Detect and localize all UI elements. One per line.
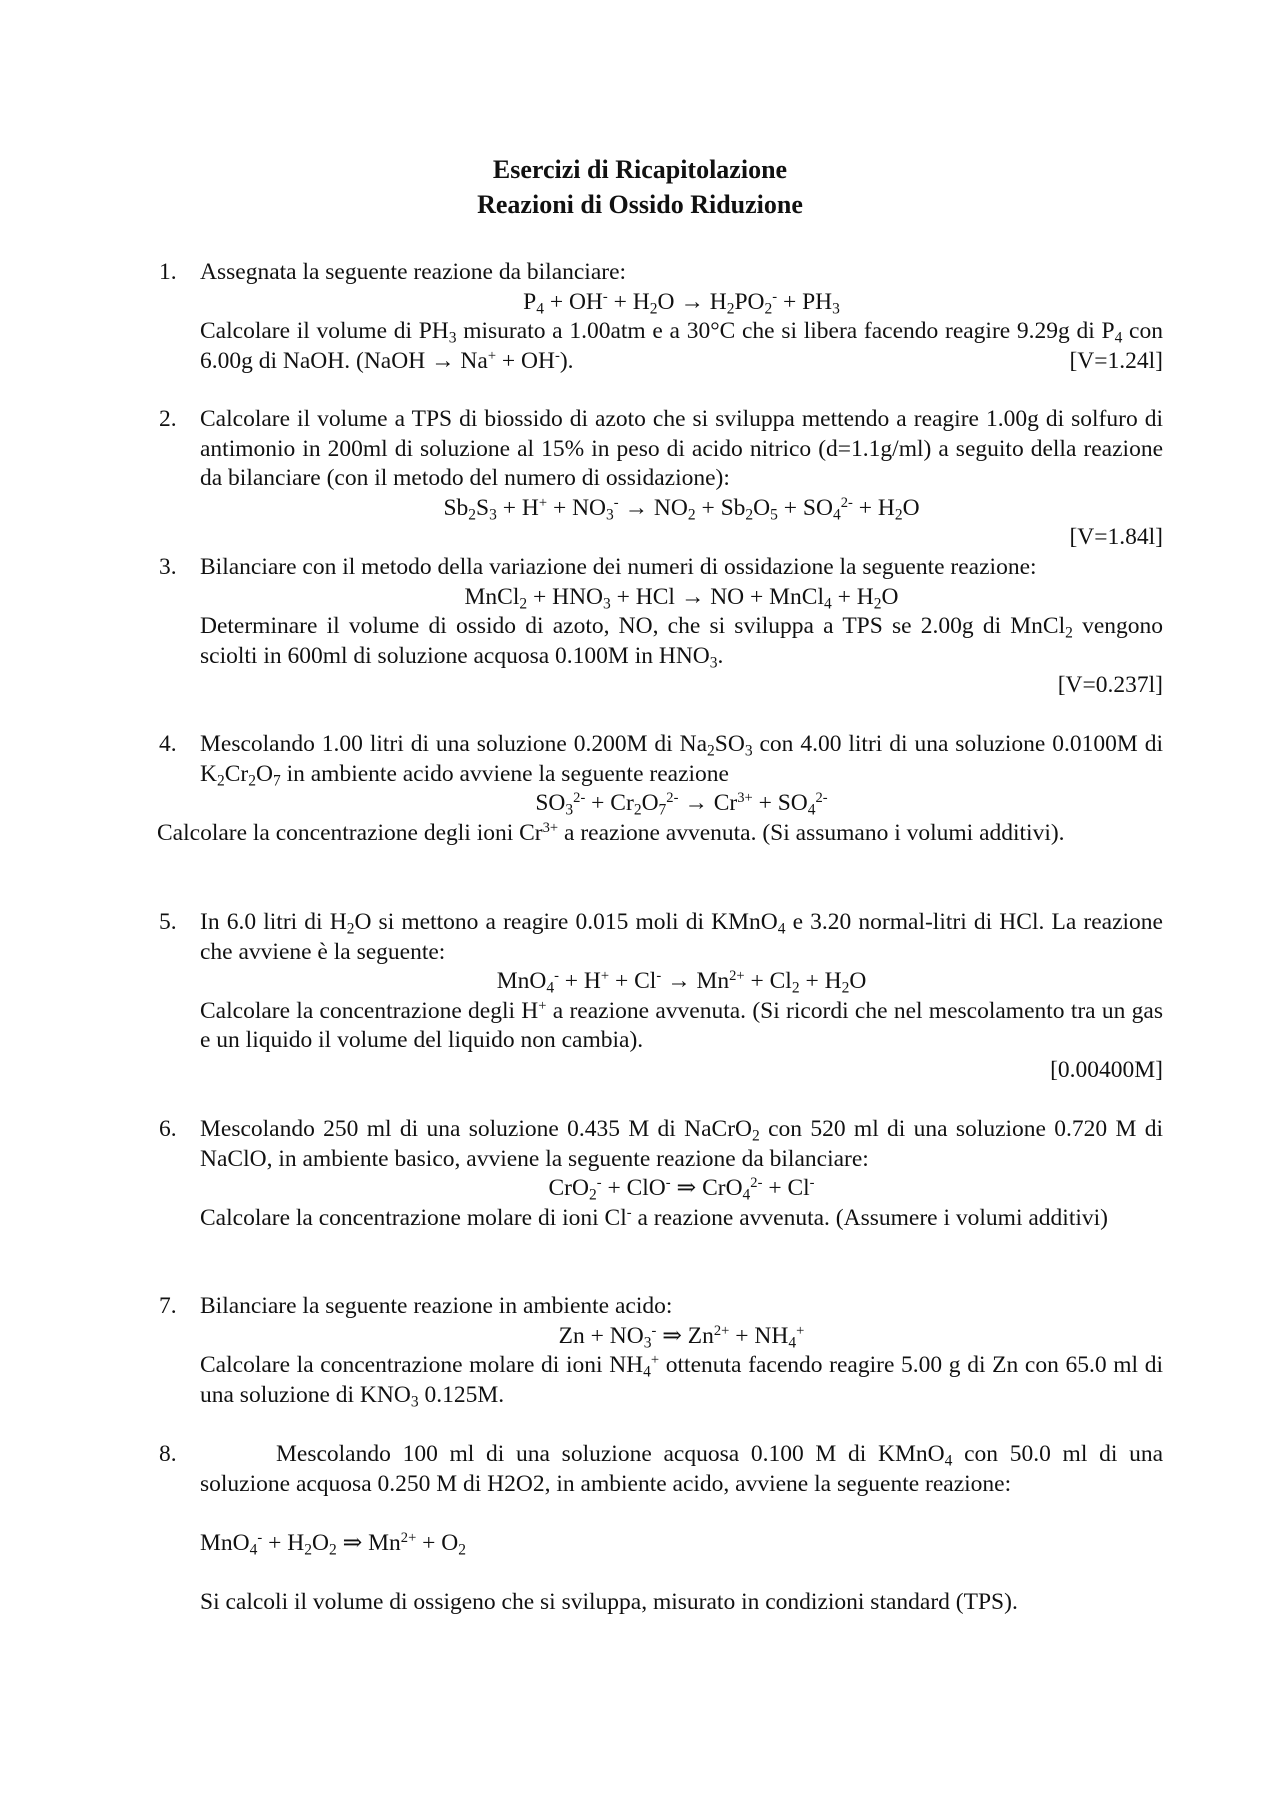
reaction-equation: $MnO_4^- + H^+ + Cl^- \to Mn^{2+} + Cl_2 + H_2O$ [496, 968, 867, 997]
exercise-number: 4. [159, 731, 177, 757]
exercise-intro: Bilanciare la seguente reazione in ambiente acido: [200, 1293, 673, 1319]
exercise-text: Mescolando 1.00 litri di una soluzione 0.200M di $Na_2SO_3$ con 4.00 litri di una soluzione 0.0100M di $K_2Cr_2O_7$ in ambiente acido avviene la seguente reazione [200, 731, 1163, 789]
exercise-7 [159, 1292, 1163, 1410]
exercise-intro: Bilanciare con il metodo della variazione dei numeri di ossidazione la seguente reazione: [200, 554, 1037, 580]
exercise-question: Calcolare la concentrazione degli H+ a reazione avvenuta. (Si ricordi che nel mescolamento tra un gas e un liquido il volume del liquido non cambia). [200, 997, 1163, 1053]
answer: [0.00400M] [1050, 1056, 1163, 1083]
answer: [V=1.84l] [1069, 524, 1163, 550]
exercise-number: 8. [159, 1441, 177, 1467]
exercise-text: Determinare il volume di ossido di azoto, NO, che si sviluppa a TPS se 2.00g di MnCl$_2$ vengono sciolti in 600ml di soluzione acquosa 0.100M in $HNO_3$. [200, 613, 1164, 671]
exercise-number: 6. [159, 1116, 177, 1142]
exercise-question: Calcolare la concentrazione molare di ioni Cl- a reazione avvenuta. (Assumere i volumi additivi) [200, 1204, 1108, 1231]
exercise-question: Calcolare la concentrazione molare di ioni $NH_4^+$ ottenuta facendo reagire 5.00 g di Zn con 65.0 ml di una soluzione di $KNO_3$ 0.125M. [200, 1352, 1163, 1410]
exercise-number: 7. [159, 1293, 177, 1319]
exercise-text: Mescolando 250 ml di una soluzione 0.435 M di NaCrO$_2$ con 520 ml di una soluzione 0.720 M di NaClO, in ambiente basico, avviene la seguente reazione da bilanciare: [200, 1116, 1163, 1172]
exercise-5 [159, 908, 1163, 1085]
reaction-equation: $MnO_4^- + H_2O_2$ ⇒ $Mn^{2+} + O_2$ [200, 1529, 467, 1558]
exercise-question: Si calcoli il volume di ossigeno che si sviluppa, misurato in condizioni standard (TPS). [200, 1588, 1018, 1615]
exercise-intro: Assegnata la seguente reazione da bilanciare: [200, 259, 627, 285]
exercise-8 [159, 1440, 1164, 1617]
reaction-equation: $SO_3^{2-} + Cr_2O_7^{2-} \to Cr^{3+} + SO_4^{2-}$ [535, 790, 828, 819]
exercise-text: Mescolando 100 ml di una soluzione acquosa 0.100 M di KMnO$_4$ con 50.0 ml di una soluzione acquosa 0.250 M di H2O2, in ambiente acido, avviene la seguente reazione: [200, 1441, 1164, 1497]
exercise-1 [159, 258, 1163, 376]
exercise-text: In 6.0 litri di $H_2O$ si mettono a reagire 0.015 moli di KMnO$_4$ e 3.20 normal-litri di HCl. La reazione che avviene è la seguente: [200, 909, 1163, 965]
exercise-3 [159, 553, 1164, 701]
exercise-number: 1. [159, 259, 177, 285]
exercise-text: Calcolare il volume di $PH_3$ misurato a 1.00atm e a 30°C che si libera facendo reagire 9.29g di $P_4$ con 6.00g di NaOH. (NaOH → Na+ + OH-). [200, 318, 1163, 374]
exercise-number: 2. [159, 406, 177, 432]
exercise-4 [157, 730, 1163, 848]
title-line-1: Esercizi di Ricapitolazione [492, 155, 788, 184]
reaction-equation: $Zn + NO_3^-$ ⇒ $Zn^{2+} + NH_4^+$ [558, 1322, 805, 1351]
reaction-equation: MnCl$_2$ + $HNO_3$ + HCl → NO + MnCl$_4$ + $H_2O$ [464, 583, 899, 612]
exercise-number: 5. [159, 909, 177, 935]
answer: [V=1.24l] [1069, 347, 1163, 374]
exercise-question: Calcolare la concentrazione degli ioni $Cr^{3+}$ a reazione avvenuta. (Si assumano i volumi additivi). [157, 819, 1065, 846]
reaction-equation: $Sb_2S_3 + H^+ + NO_3^- \to NO_2 + Sb_2O_5 + SO_4^{2-} + H_2O$ [443, 494, 920, 523]
reaction-equation: $P_4 + OH^- + H_2O \to H_2PO_2^- + PH_3$ [523, 288, 840, 317]
reaction-equation: CrO$_2$- + ClO- ⇒ CrO$_4^{2-}$ + Cl- [548, 1175, 815, 1204]
exercise-text: Calcolare il volume a TPS di biossido di azoto che si sviluppa mettendo a reagire 1.00g di solfuro di antimonio in 200ml di soluzione al 15% in peso di acido nitrico (d=1.1g/ml) a seguito della reazione da bilanciare (con il metodo del numero di ossidazione): [200, 406, 1163, 491]
exercise-number: 3. [159, 554, 177, 580]
title-line-2: Reazioni di Ossido Riduzione [477, 190, 803, 219]
exercise-6 [159, 1115, 1163, 1233]
exercise-2 [159, 405, 1163, 553]
answer: [V=0.237l] [1057, 672, 1163, 698]
